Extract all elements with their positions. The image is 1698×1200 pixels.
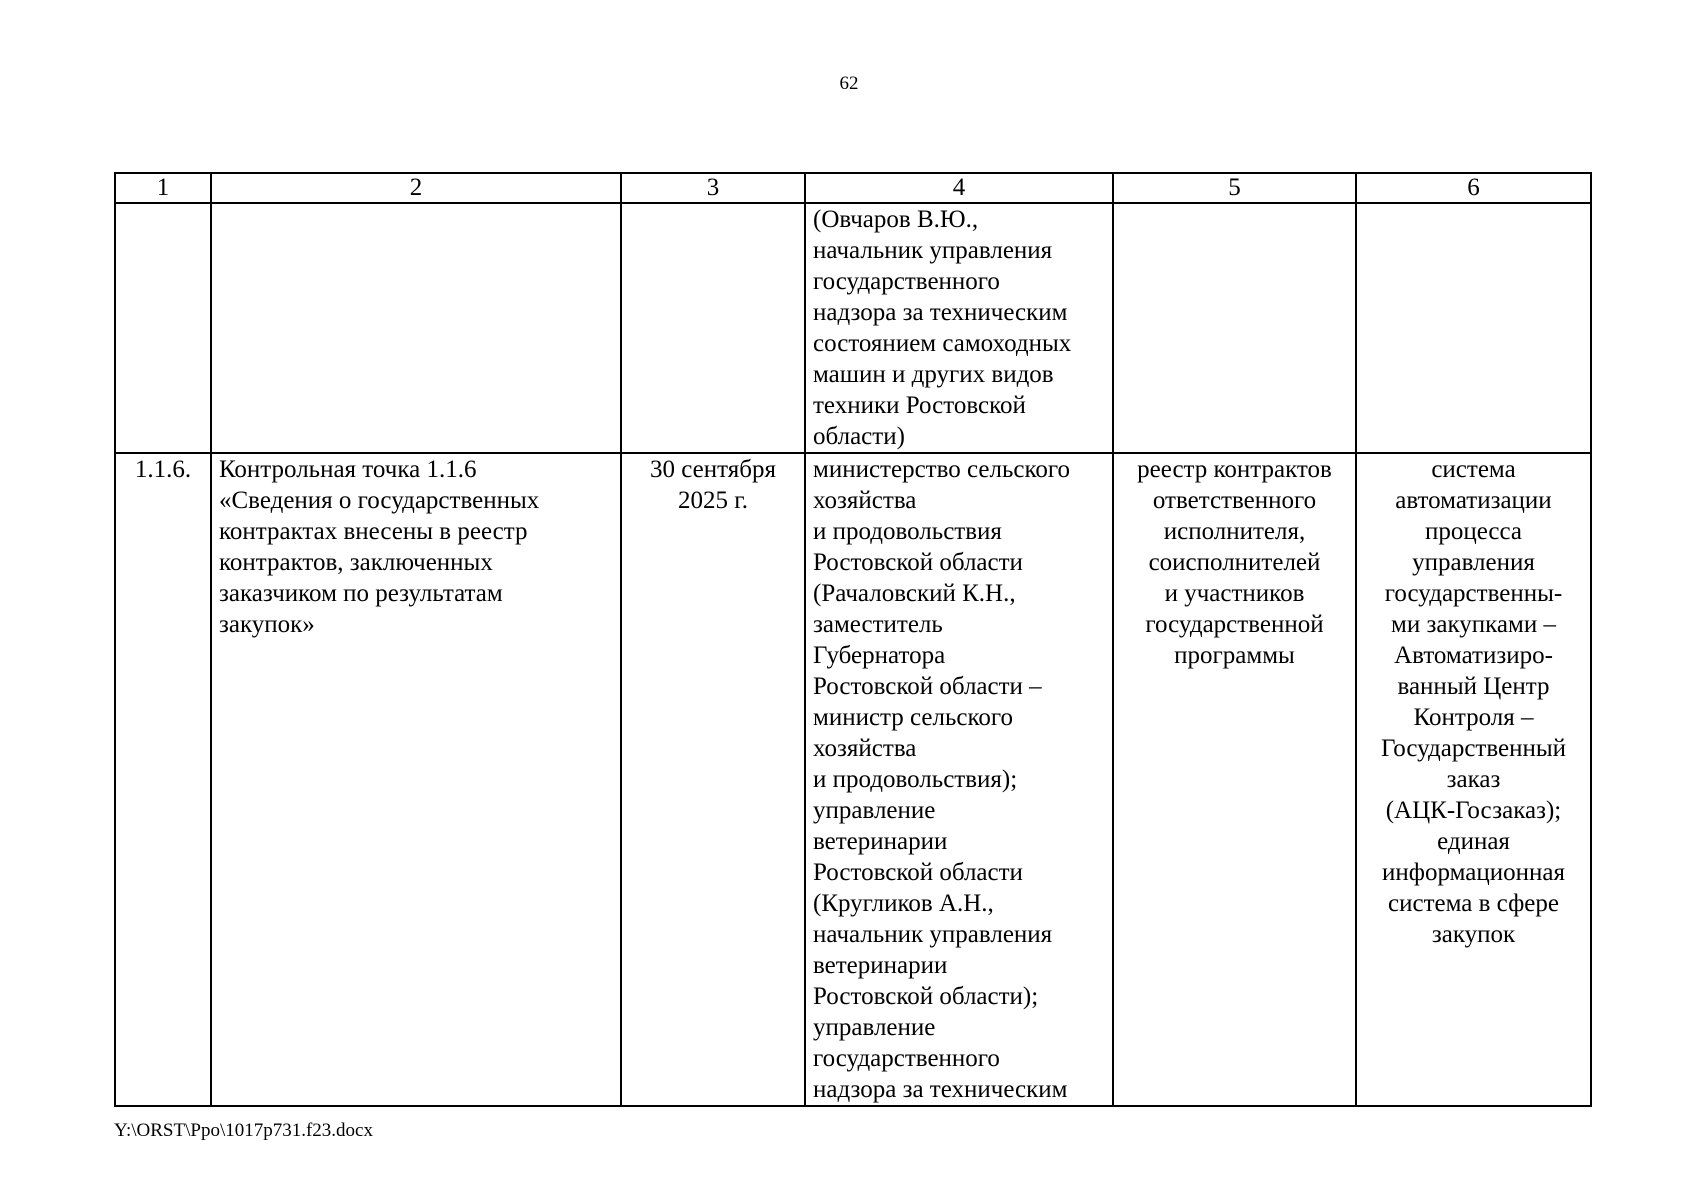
table-row (115, 203, 1591, 453)
result-cell: реестр контрактов ответственного исполнителя, соисполнителей и участников государственной программы (1113, 453, 1356, 1106)
row-number-cell (115, 203, 211, 453)
date-cell: 30 сентября 2025 г. (621, 453, 805, 1106)
header-cell-col6: 6 (1356, 173, 1591, 203)
footer-file-path: Y:\ORST\Ppo\1017p731.f23.docx (114, 1120, 373, 1141)
row-number-cell: 1.1.6. (115, 453, 211, 1106)
header-cell-col5: 5 (1113, 173, 1356, 203)
system-cell (1356, 203, 1591, 453)
date-cell (621, 203, 805, 453)
header-cell-col1: 1 (115, 173, 211, 203)
result-cell (1113, 203, 1356, 453)
page-number: 62 (839, 73, 859, 94)
table-row (115, 453, 1591, 1106)
plan-table (114, 172, 1592, 1107)
system-cell: система автоматизации процесса управления государственны- ми закупками – Автоматизиро- ванный Центр Контроля – Государственный заказ (АЦК-Госзаказ); единая информационная система в сфере закупок (1356, 453, 1591, 1106)
responsible-cell: министерство сельского хозяйства и продовольствия Ростовской области (Рачаловский К.Н., заместитель Губернатора Ростовской области – министр сельского хозяйства и продовольствия); управление ветеринарии Ростовской области (Кругликов А.Н., начальник управления ветеринарии Ростовской области); управление государственного надзора за техническим (805, 453, 1113, 1106)
event-cell: Контрольная точка 1.1.6 «Сведения о государственных контрактах внесены в реестр контрактов, заключенных заказчиком по результатам закупок» (211, 453, 621, 1106)
table-header-row (115, 173, 1591, 203)
responsible-cell: (Овчаров В.Ю., начальник управления государственного надзора за техническим состоянием самоходных машин и других видов техники Ростовской области) (805, 203, 1113, 453)
header-cell-col3: 3 (621, 173, 805, 203)
event-cell (211, 203, 621, 453)
header-cell-col4: 4 (805, 173, 1113, 203)
header-cell-col2: 2 (211, 173, 621, 203)
